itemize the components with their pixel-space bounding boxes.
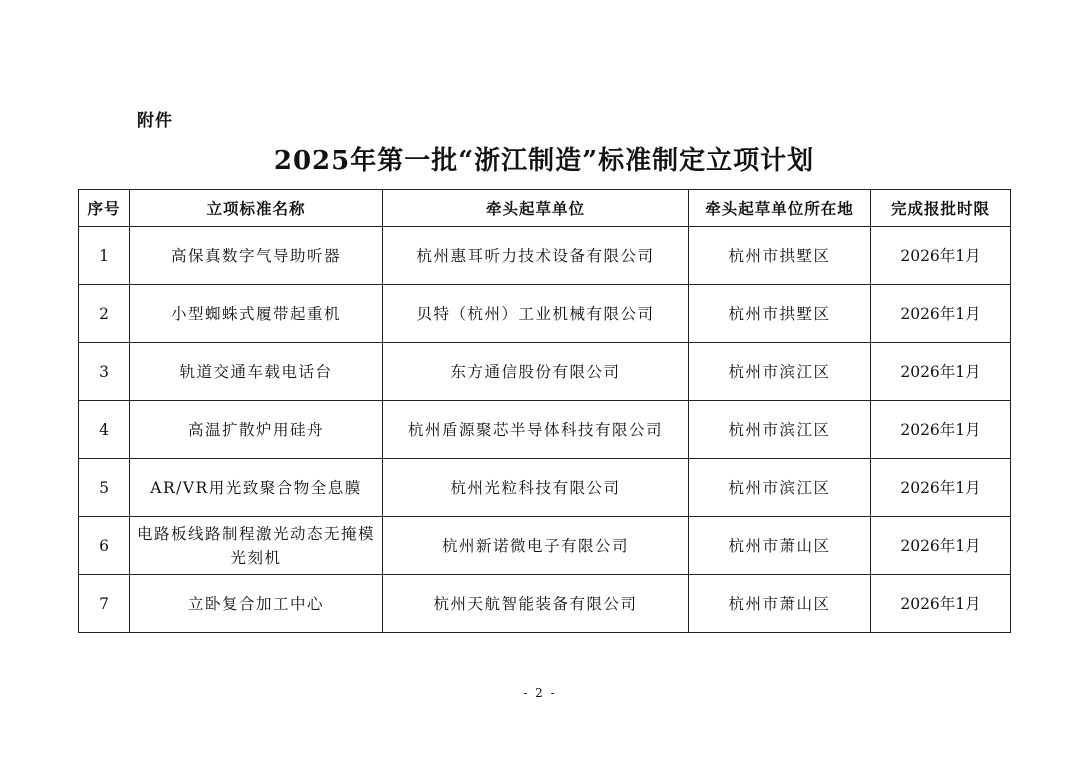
- cell-standard-name: 轨道交通车载电话台: [130, 343, 383, 401]
- page-number: - 2 -: [523, 686, 557, 700]
- cell-standard-name: 电路板线路制程激光动态无掩模光刻机: [130, 517, 383, 575]
- cell-deadline: 2026年1月: [871, 401, 1011, 459]
- cell-deadline: 2026年1月: [871, 285, 1011, 343]
- table-row: [79, 575, 1011, 633]
- cell-unit-location: 杭州市拱墅区: [689, 227, 871, 285]
- header-deadline: 完成报批时限: [871, 190, 1011, 227]
- cell-standard-name: AR/VR用光致聚合物全息膜: [130, 459, 383, 517]
- table-row: [79, 401, 1011, 459]
- cell-lead-unit: 杭州天航智能装备有限公司: [383, 575, 689, 633]
- table-row: [79, 227, 1011, 285]
- cell-lead-unit: 杭州盾源聚芯半导体科技有限公司: [383, 401, 689, 459]
- cell-unit-location: 杭州市拱墅区: [689, 285, 871, 343]
- table-header-row: [79, 190, 1011, 227]
- header-standard-name: 立项标准名称: [130, 190, 383, 227]
- cell-lead-unit: 东方通信股份有限公司: [383, 343, 689, 401]
- cell-serial-number: 6: [79, 517, 130, 575]
- cell-lead-unit: 杭州新诺微电子有限公司: [383, 517, 689, 575]
- cell-standard-name: 小型蜘蛛式履带起重机: [130, 285, 383, 343]
- table-row: [79, 285, 1011, 343]
- cell-serial-number: 1: [79, 227, 130, 285]
- cell-deadline: 2026年1月: [871, 459, 1011, 517]
- cell-lead-unit: 贝特（杭州）工业机械有限公司: [383, 285, 689, 343]
- cell-deadline: 2026年1月: [871, 575, 1011, 633]
- cell-deadline: 2026年1月: [871, 343, 1011, 401]
- header-unit-location: 牵头起草单位所在地: [689, 190, 871, 227]
- cell-serial-number: 2: [79, 285, 130, 343]
- cell-deadline: 2026年1月: [871, 517, 1011, 575]
- cell-unit-location: 杭州市萧山区: [689, 575, 871, 633]
- cell-lead-unit: 杭州光粒科技有限公司: [383, 459, 689, 517]
- document-title: 2025年第一批“浙江制造”标准制定立项计划: [273, 146, 815, 176]
- cell-unit-location: 杭州市滨江区: [689, 343, 871, 401]
- header-serial-number: 序号: [79, 190, 130, 227]
- plan-table: [78, 189, 1011, 633]
- table-row: [79, 517, 1011, 575]
- cell-serial-number: 7: [79, 575, 130, 633]
- cell-standard-name: 高温扩散炉用硅舟: [130, 401, 383, 459]
- cell-lead-unit: 杭州惠耳听力技术设备有限公司: [383, 227, 689, 285]
- cell-standard-name: 高保真数字气导助听器: [130, 227, 383, 285]
- cell-serial-number: 3: [79, 343, 130, 401]
- attachment-label: 附件: [137, 111, 173, 131]
- cell-serial-number: 4: [79, 401, 130, 459]
- cell-unit-location: 杭州市滨江区: [689, 401, 871, 459]
- header-lead-unit: 牵头起草单位: [383, 190, 689, 227]
- cell-unit-location: 杭州市萧山区: [689, 517, 871, 575]
- cell-serial-number: 5: [79, 459, 130, 517]
- cell-unit-location: 杭州市滨江区: [689, 459, 871, 517]
- table-row: [79, 459, 1011, 517]
- cell-standard-name: 立卧复合加工中心: [130, 575, 383, 633]
- cell-deadline: 2026年1月: [871, 227, 1011, 285]
- table-row: [79, 343, 1011, 401]
